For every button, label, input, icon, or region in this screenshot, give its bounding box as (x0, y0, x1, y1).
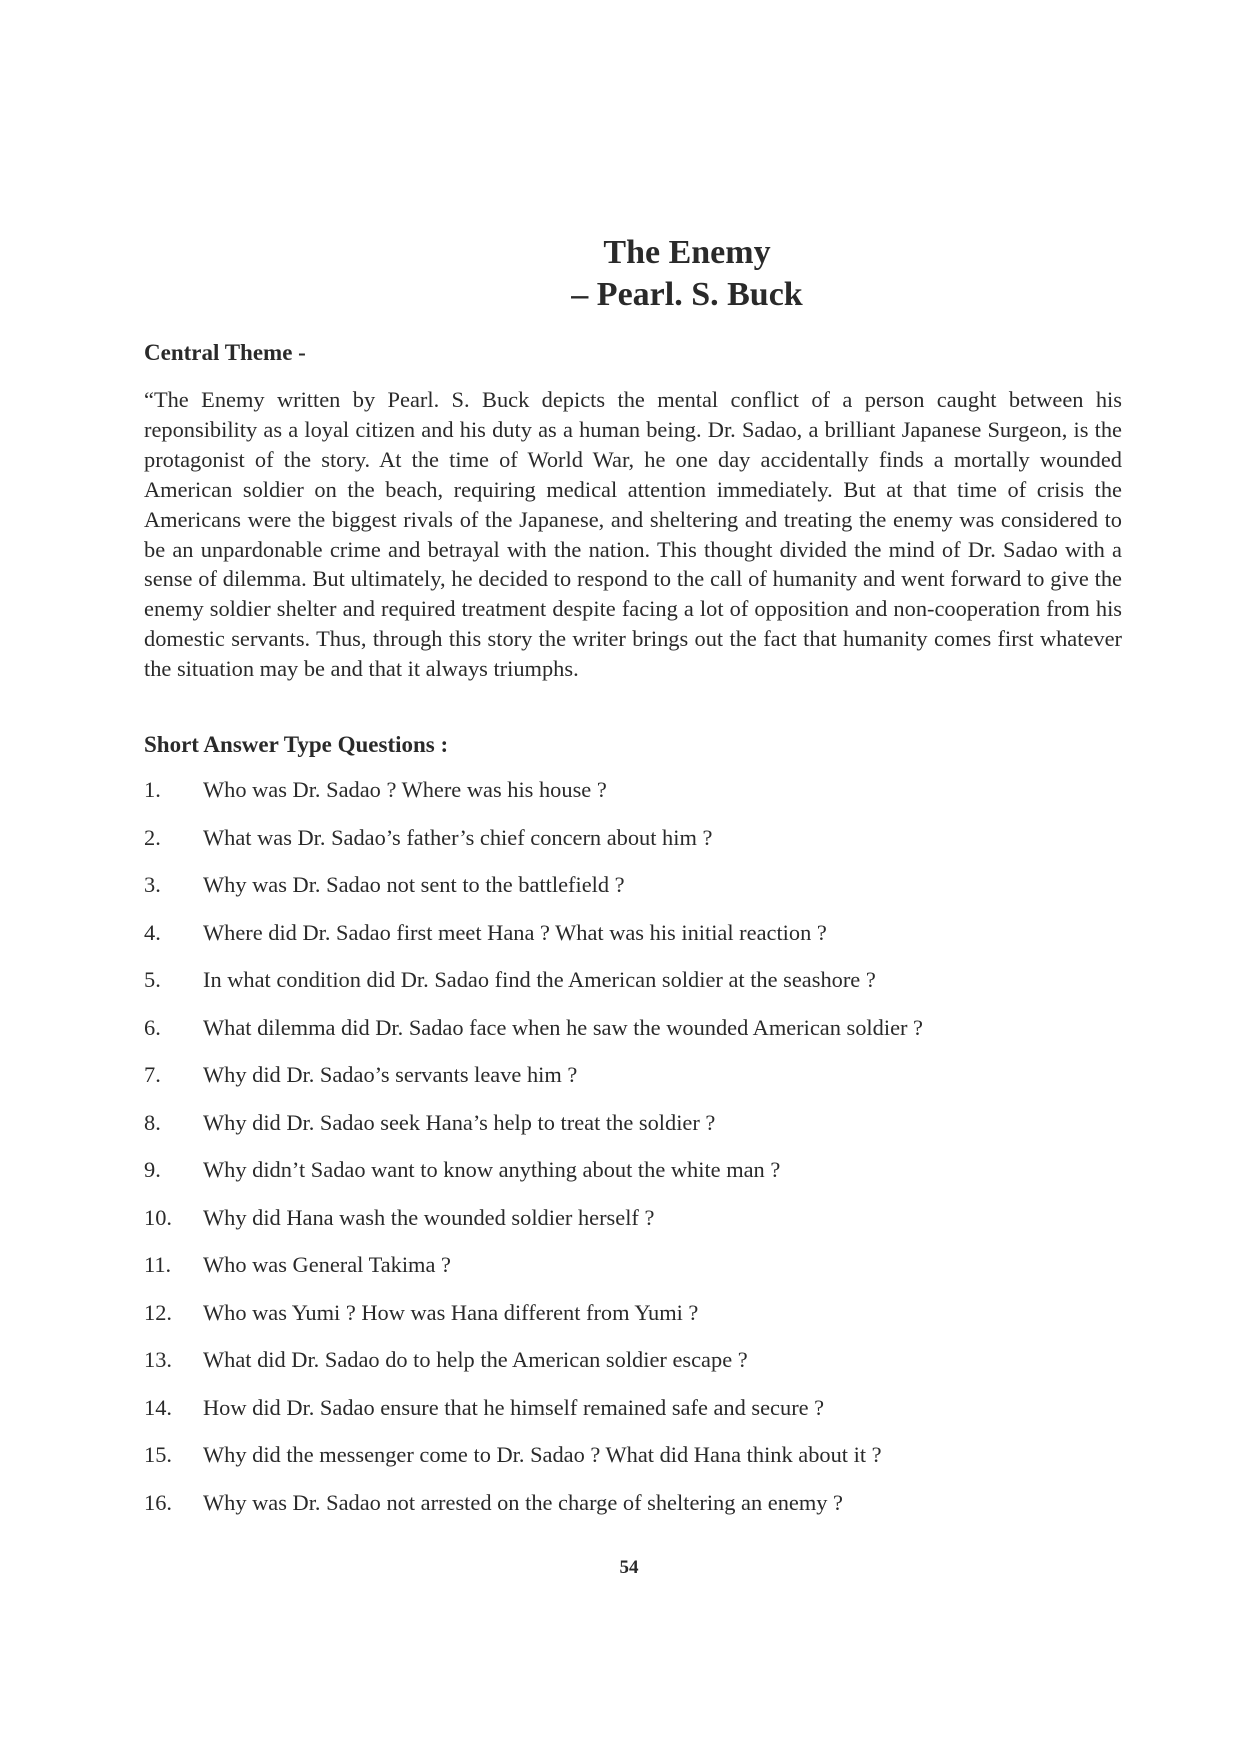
question-item (144, 1108, 1124, 1156)
question-item (144, 965, 1124, 1013)
question-item (144, 1060, 1124, 1108)
title-block (0, 232, 1240, 316)
question-item (144, 1013, 1124, 1061)
central-theme-heading: Central Theme - (144, 340, 306, 365)
question-number: 8. (144, 1109, 161, 1135)
question-item (144, 1155, 1124, 1203)
question-list (144, 775, 1124, 1535)
question-number: 7. (144, 1062, 161, 1087)
question-text: Why did Dr. Sadao’s servants leave him ? (203, 1062, 578, 1087)
question-item (144, 775, 1124, 823)
question-text: Why did Dr. Sadao seek Hana’s help to treat the soldier ? (203, 1109, 716, 1135)
question-item (144, 1440, 1124, 1488)
story-author: – Pearl. S. Buck (571, 276, 803, 313)
question-number: 6. (144, 1014, 161, 1040)
question-item (144, 1345, 1124, 1393)
question-text: What did Dr. Sadao do to help the American soldier escape ? (203, 1347, 748, 1372)
question-item (144, 1298, 1124, 1346)
short-answer-heading: Short Answer Type Questions : (144, 732, 449, 757)
question-number: 16. (144, 1489, 172, 1515)
question-number: 9. (144, 1157, 161, 1182)
question-text: Where did Dr. Sadao first meet Hana ? What was his initial reaction ? (203, 919, 827, 945)
question-text: Why did Hana wash the wounded soldier herself ? (203, 1204, 655, 1230)
question-number: 11. (144, 1252, 172, 1277)
question-number: 13. (144, 1347, 172, 1372)
question-text: Who was Yumi ? How was Hana different from Yumi ? (203, 1299, 699, 1325)
question-item (144, 1393, 1124, 1441)
question-text: Why didn’t Sadao want to know anything about the white man ? (203, 1157, 781, 1182)
central-theme-paragraph: “The Enemy written by Pearl. S. Buck depicts the mental conflict of a person caught between his reponsibility as a loyal citizen and his duty as a human being. Dr. Sadao, a brilliant Japanese Surgeon, is the protagonist of the story. At the time of World War, he one day accidentally finds a mortally wounded American soldier on the beach, requiring medical attention immediately. But at that time of crisis the Americans were the biggest rivals of the Japanese, and sheltering and treating the enemy was considered to be an unpardonable crime and betrayal with the nation. This thought divided the mind of Dr. Sadao with a sense of dilemma. But ultimately, he decided to respond to the call of humanity and went forward to give the enemy soldier shelter and required treatment despite facing a lot of opposition and non-cooperation from his domestic servants. Thus, through this story the writer brings out the fact that humanity comes first whatever the situation may be and that it always triumphs. (144, 387, 1122, 682)
question-text: What was Dr. Sadao’s father’s chief concern about him ? (203, 824, 713, 850)
question-item (144, 1250, 1124, 1298)
question-number: 10. (144, 1204, 172, 1230)
question-item (144, 870, 1124, 918)
question-number: 15. (144, 1442, 172, 1467)
question-item (144, 918, 1124, 966)
question-number: 3. (144, 872, 161, 897)
question-text: In what condition did Dr. Sadao find the American soldier at the seashore ? (203, 967, 876, 992)
question-item (144, 1203, 1124, 1251)
question-number: 2. (144, 824, 161, 850)
question-number: 12. (144, 1299, 172, 1325)
question-number: 5. (144, 967, 161, 992)
story-title: The Enemy (603, 234, 771, 271)
question-text: Who was Dr. Sadao ? Where was his house ? (203, 777, 607, 802)
question-number: 1. (144, 777, 161, 802)
question-text: How did Dr. Sadao ensure that he himself remained safe and secure ? (203, 1394, 825, 1420)
question-text: Who was General Takima ? (203, 1252, 451, 1277)
question-text: Why was Dr. Sadao not arrested on the charge of sheltering an enemy ? (203, 1489, 843, 1515)
question-number: 4. (144, 919, 161, 945)
page-number: 54 (619, 1557, 639, 1578)
question-item (144, 823, 1124, 871)
question-text: Why was Dr. Sadao not sent to the battlefield ? (203, 872, 625, 897)
question-text: What dilemma did Dr. Sadao face when he saw the wounded American soldier ? (203, 1014, 923, 1040)
question-number: 14. (144, 1394, 172, 1420)
question-text: Why did the messenger come to Dr. Sadao ? What did Hana think about it ? (203, 1442, 882, 1467)
question-item (144, 1488, 1124, 1536)
